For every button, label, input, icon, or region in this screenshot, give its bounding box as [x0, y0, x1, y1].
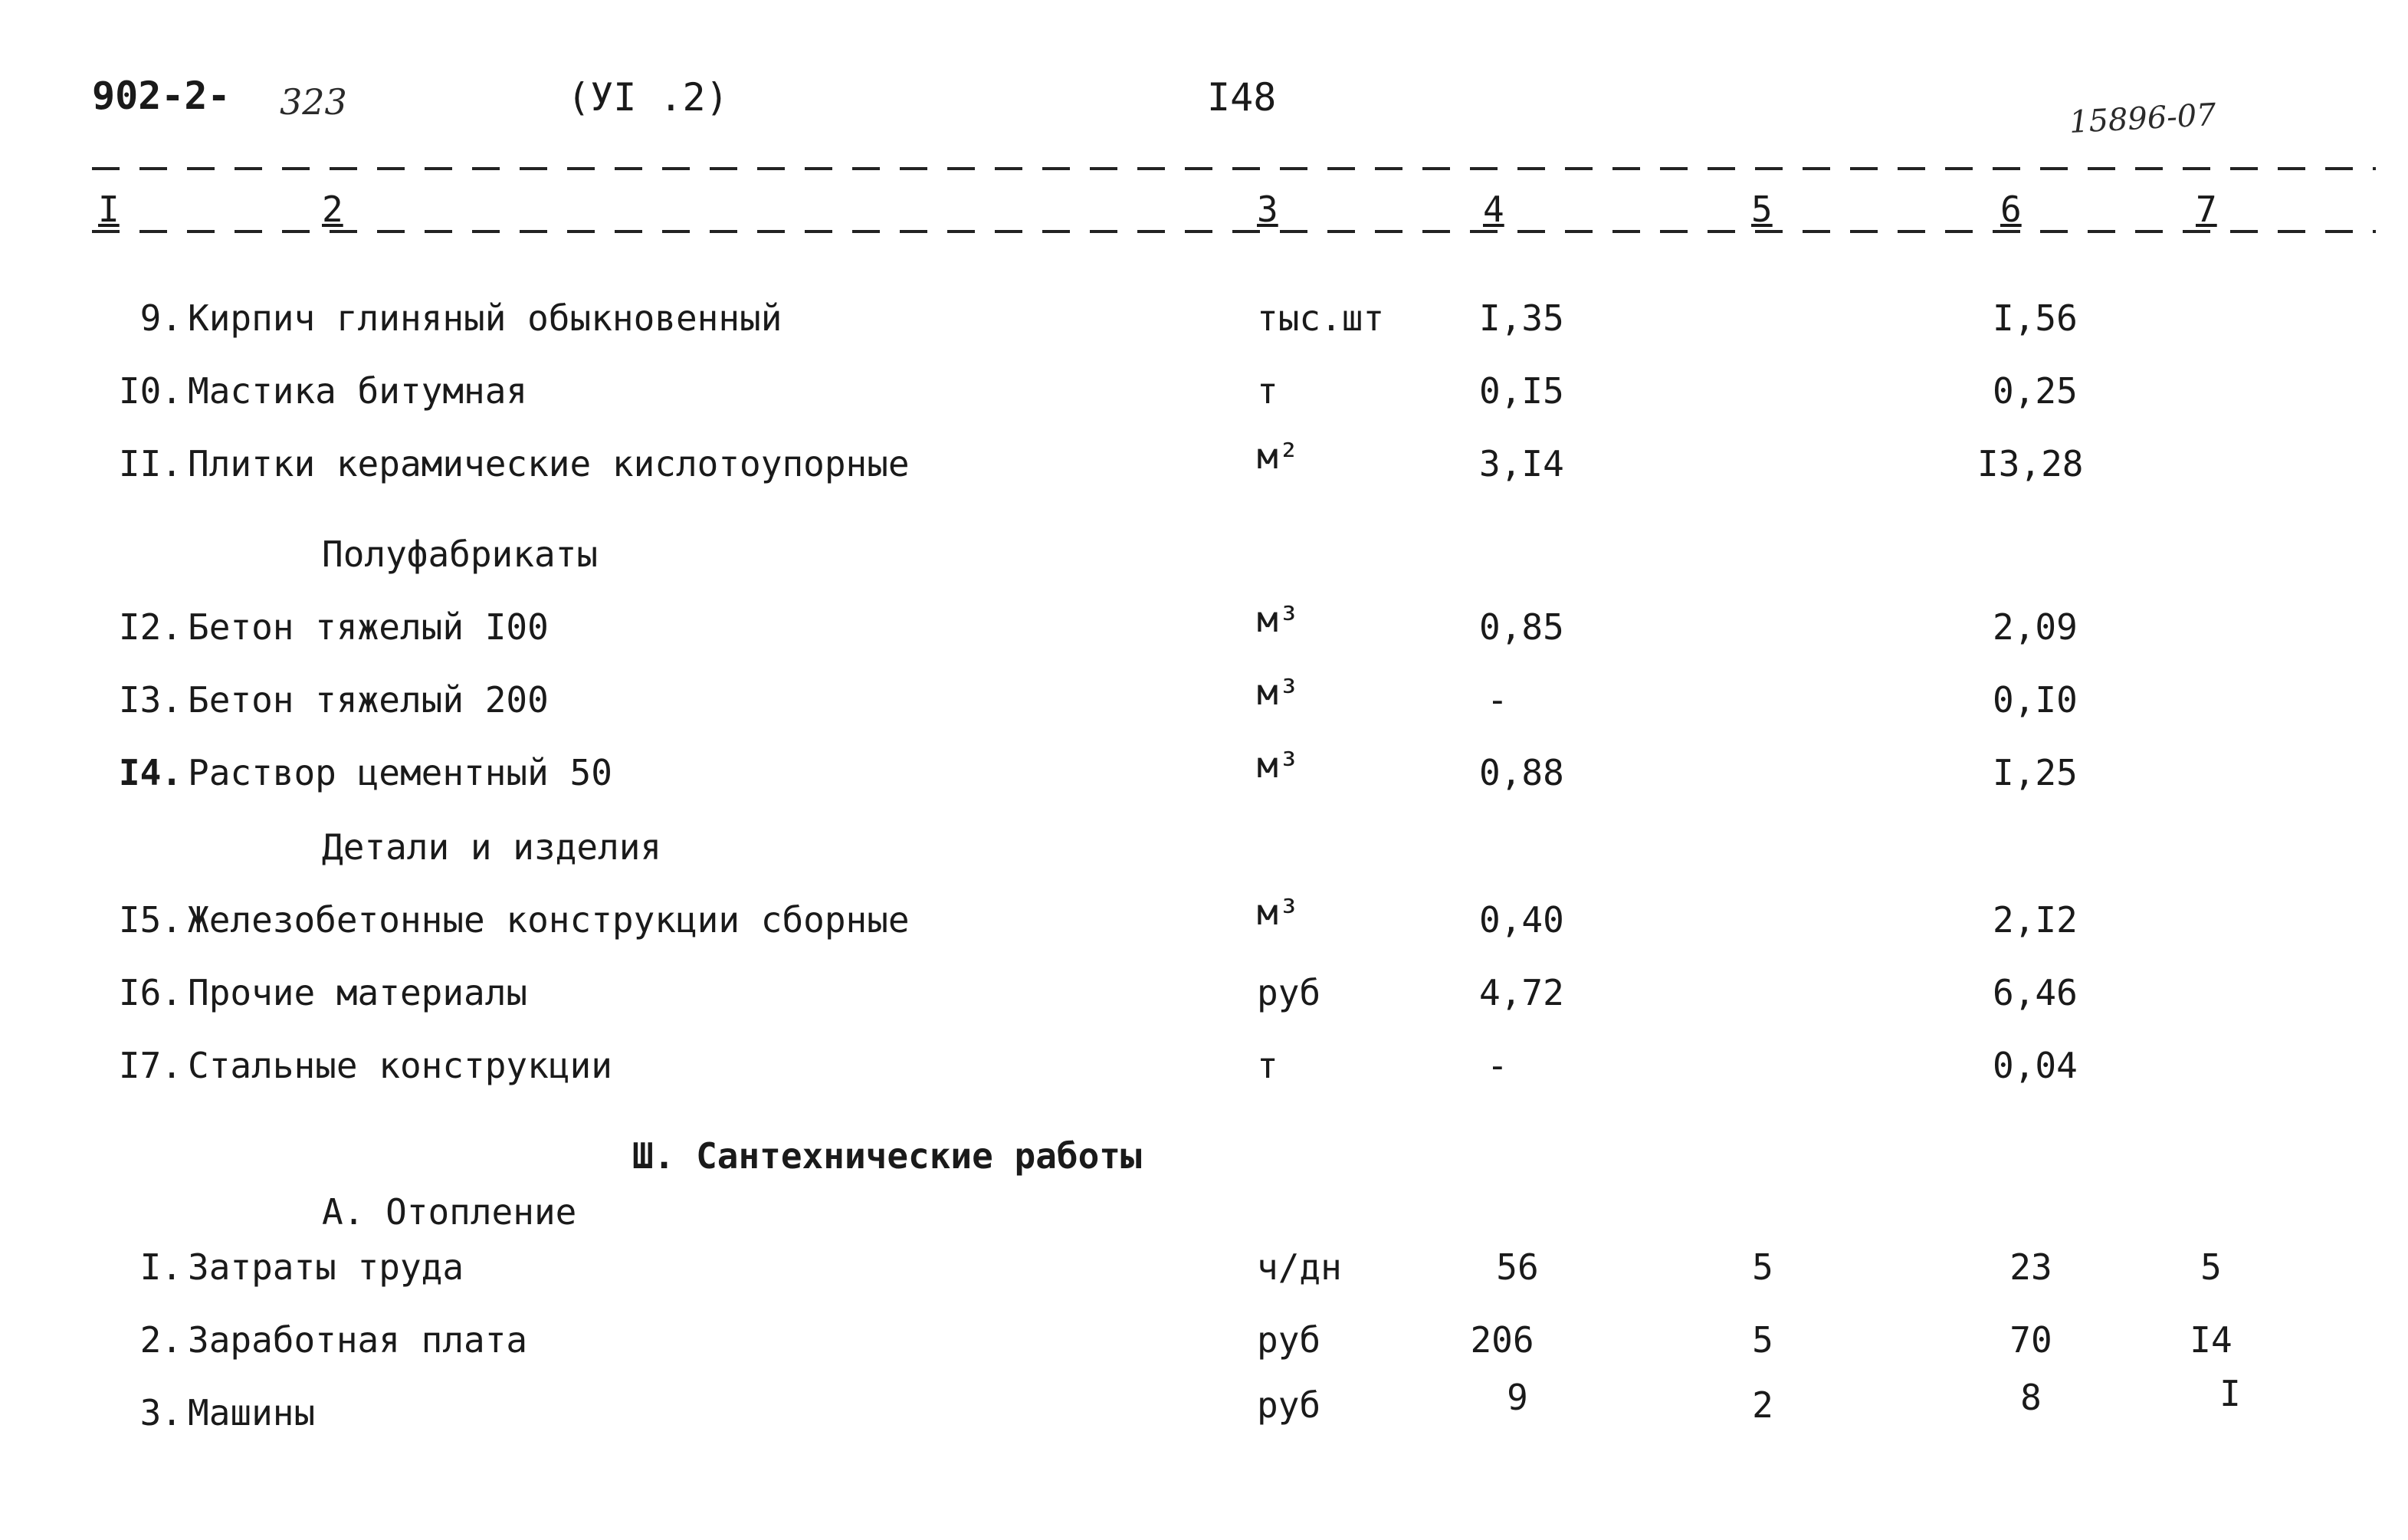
row-value-col6: 70 — [2009, 1319, 2052, 1361]
section-heading: Полуфабрикаты — [322, 534, 599, 575]
row-value-col7: І — [2219, 1373, 2241, 1414]
row-value-col4: 9 — [1507, 1377, 1528, 1418]
row-value-col4: 206 — [1470, 1319, 1534, 1361]
column-number: І — [98, 189, 120, 230]
column-number: 7 — [2196, 189, 2217, 230]
row-name: Заработная плата — [188, 1319, 528, 1361]
row-number: 9. — [139, 297, 182, 339]
row-value-col6: 0,І0 — [1993, 679, 2078, 721]
row-number: І6. — [118, 972, 182, 1013]
volume-label: (УІ .2) — [567, 75, 729, 120]
row-unit: м³ — [1257, 599, 1300, 640]
row-value-col4: І,35 — [1479, 297, 1564, 339]
row-value-col6: І,25 — [1993, 752, 2078, 793]
row-value-col4: 56 — [1496, 1246, 1539, 1288]
row-unit: тыс.шт — [1257, 297, 1385, 339]
row-value-col6: 0,04 — [1993, 1045, 2078, 1086]
row-name: Машины — [188, 1392, 316, 1433]
row-number: І4. — [118, 752, 182, 793]
row-number: І. — [139, 1246, 182, 1288]
section-heading: Детали и изделия — [322, 826, 662, 868]
row-unit: м³ — [1257, 744, 1300, 786]
row-number: 3. — [139, 1392, 182, 1433]
row-name: Бетон тяжелый 200 — [188, 679, 549, 721]
row-value-col6: 0,25 — [1993, 370, 2078, 412]
row-unit: т — [1257, 1045, 1278, 1086]
row-name: Раствор цементный 50 — [188, 752, 612, 793]
row-unit: руб — [1257, 1319, 1321, 1361]
column-number: 5 — [1751, 189, 1773, 230]
row-name: Кирпич глиняный обыкновенный — [188, 297, 782, 339]
row-value-col4: 0,88 — [1479, 752, 1564, 793]
row-value-col7: І4 — [2190, 1319, 2232, 1361]
row-number: І5. — [118, 899, 182, 941]
row-value-col6: І3,28 — [1977, 443, 2084, 484]
row-value-col4: 3,І4 — [1479, 443, 1564, 484]
row-number: І0. — [118, 370, 182, 412]
row-number: ІІ. — [118, 443, 182, 484]
document-code-handwritten: 323 — [280, 81, 347, 123]
part-subtitle: А. Отопление — [322, 1191, 577, 1233]
row-name: Мастика битумная — [188, 370, 528, 412]
row-value-col6: 2,І2 — [1993, 899, 2078, 941]
row-number: І3. — [118, 679, 182, 721]
column-number: 4 — [1483, 189, 1504, 230]
row-value-col6: 2,09 — [1993, 606, 2078, 648]
row-name: Затраты труда — [188, 1246, 464, 1288]
row-unit: м³ — [1257, 671, 1300, 713]
row-unit: руб — [1257, 972, 1321, 1013]
row-name: Плитки керамические кислотоупорные — [188, 443, 910, 484]
row-value-col4: 0,40 — [1479, 899, 1564, 941]
row-value-col4: 4,72 — [1479, 972, 1564, 1013]
row-value-col4: 0,І5 — [1479, 370, 1564, 412]
row-value-col6: 6,46 — [1993, 972, 2078, 1013]
row-number: І7. — [118, 1045, 182, 1086]
row-unit: т — [1257, 370, 1278, 412]
page-number: І48 — [1207, 75, 1277, 120]
part-title: Ш. Сантехнические работы — [632, 1135, 1142, 1177]
row-unit: м² — [1257, 435, 1300, 477]
top-dashed-rule — [92, 167, 2376, 170]
row-value-col5: 5 — [1752, 1319, 1773, 1361]
row-value-col4: 0,85 — [1479, 606, 1564, 648]
row-value-col5: 2 — [1752, 1384, 1773, 1426]
row-value-col7: 5 — [2200, 1246, 2222, 1288]
row-unit: ч/дн — [1257, 1246, 1342, 1288]
row-unit: м³ — [1257, 891, 1300, 933]
row-name: Стальные конструкции — [188, 1045, 612, 1086]
column-number: 3 — [1257, 189, 1278, 230]
document-code: 902-2- — [92, 74, 231, 118]
row-name: Прочие материалы — [188, 972, 528, 1013]
row-number: І2. — [118, 606, 182, 648]
row-number: 2. — [139, 1319, 182, 1361]
column-number: 6 — [2000, 189, 2022, 230]
row-value-col4: - — [1487, 679, 1508, 721]
row-value-col5: 5 — [1752, 1246, 1773, 1288]
bottom-dashed-rule — [92, 230, 2376, 233]
row-name: Железобетонные конструкции сборные — [188, 899, 910, 941]
row-value-col6: 8 — [2020, 1377, 2042, 1418]
row-value-col4: - — [1487, 1045, 1508, 1086]
row-value-col6: 23 — [2009, 1246, 2052, 1288]
column-number: 2 — [322, 189, 343, 230]
row-unit: руб — [1257, 1384, 1321, 1426]
archive-stamp: 15896-07 — [2068, 97, 2217, 140]
row-value-col6: І,56 — [1993, 297, 2078, 339]
row-name: Бетон тяжелый І00 — [188, 606, 549, 648]
